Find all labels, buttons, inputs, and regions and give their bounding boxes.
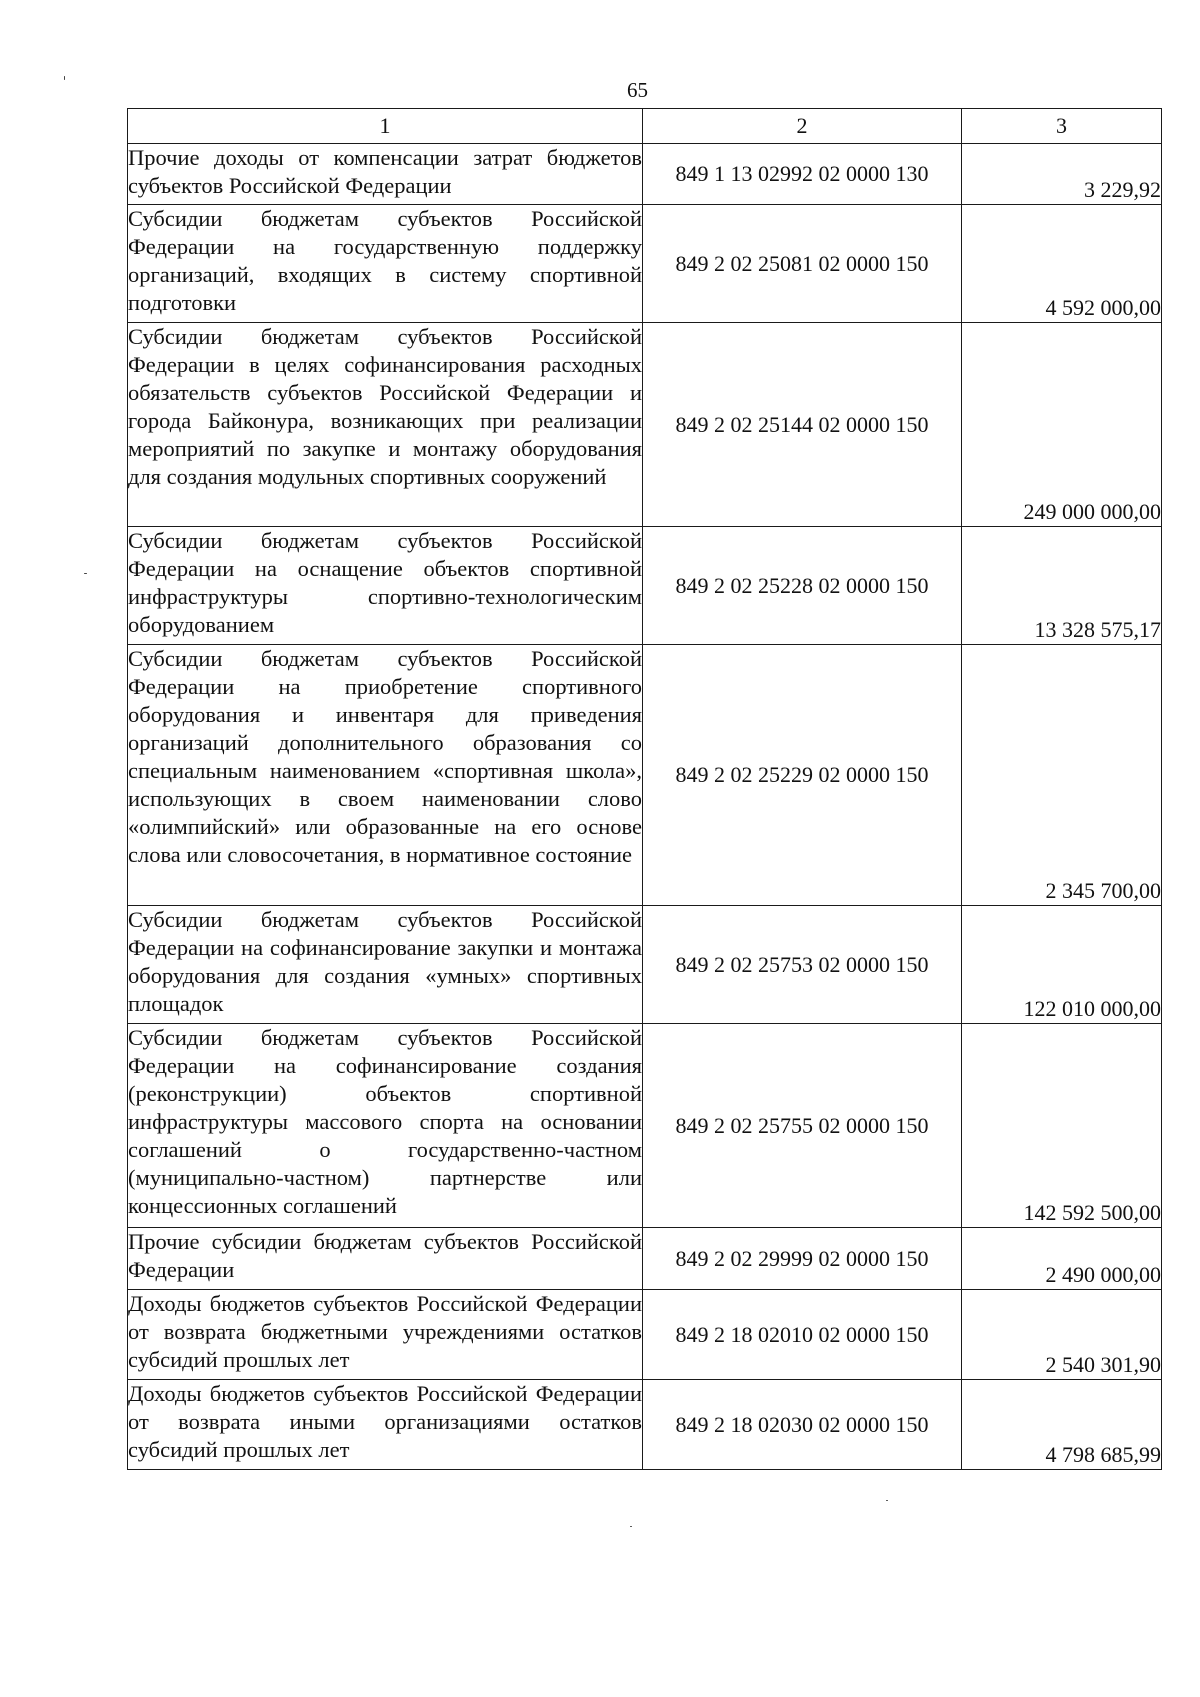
table-row (128, 205, 1162, 323)
table-row (128, 1290, 1162, 1380)
scan-speck (886, 1500, 888, 1501)
table-row (128, 1380, 1162, 1470)
amount: 2 540 301,90 (962, 1290, 1162, 1380)
revenue-name: Доходы бюджетов субъектов Российской Федерации от возврата иными организациями остатков субсидий прошлых лет (128, 1380, 643, 1470)
page-number: 65 (627, 78, 648, 102)
revenue-table (127, 108, 1162, 1470)
table-row (128, 144, 1162, 205)
revenue-name: Субсидии бюджетам субъектов Российской Федерации на государственную поддержку организаций, входящих в систему спортивной подготовки (128, 205, 643, 323)
amount: 249 000 000,00 (962, 323, 1162, 527)
revenue-name: Доходы бюджетов субъектов Российской Федерации от возврата бюджетными учреждениями остатков субсидий прошлых лет (128, 1290, 643, 1380)
budget-code: 849 2 02 25228 02 0000 150 (643, 527, 962, 645)
revenue-name: Прочие доходы от компенсации затрат бюджетов субъектов Российской Федерации (128, 144, 643, 205)
revenue-name: Субсидии бюджетам субъектов Российской Федерации на софинансирование закупки и монтажа оборудования для создания «умных» спортивных площадок (128, 906, 643, 1024)
table-row (128, 1024, 1162, 1228)
table-row (128, 1228, 1162, 1290)
table-row (128, 906, 1162, 1024)
budget-code: 849 2 02 29999 02 0000 150 (643, 1228, 962, 1290)
amount: 4 592 000,00 (962, 205, 1162, 323)
scan-speck (630, 1526, 632, 1527)
amount: 3 229,92 (962, 144, 1162, 205)
column-header-1: 1 (128, 109, 643, 144)
header-row (128, 109, 1162, 144)
budget-code: 849 2 02 25753 02 0000 150 (643, 906, 962, 1024)
table-row (128, 527, 1162, 645)
revenue-name: Прочие субсидии бюджетам субъектов Российской Федерации (128, 1228, 643, 1290)
amount: 142 592 500,00 (962, 1024, 1162, 1228)
revenue-name: Субсидии бюджетам субъектов Российской Федерации на приобретение спортивного оборудования и инвентаря для приведения организаций дополнительного образования со специальным наименованием «спортивная школа», использующих в своем наименовании слово «олимпийский» или образованные на его основе слова или словосочетания, в нормативное состояние (128, 645, 643, 906)
table-row (128, 323, 1162, 527)
budget-code: 849 2 18 02010 02 0000 150 (643, 1290, 962, 1380)
revenue-name: Субсидии бюджетам субъектов Российской Федерации на оснащение объектов спортивной инфраструктуры спортивно-технологическим оборудованием (128, 527, 643, 645)
budget-code: 849 2 02 25144 02 0000 150 (643, 323, 962, 527)
amount: 2 345 700,00 (962, 645, 1162, 906)
budget-code: 849 2 02 25229 02 0000 150 (643, 645, 962, 906)
amount: 2 490 000,00 (962, 1228, 1162, 1290)
amount: 13 328 575,17 (962, 527, 1162, 645)
revenue-name: Субсидии бюджетам субъектов Российской Федерации в целях софинансирования расходных обязательств субъектов Российской Федерации и города Байконура, возникающих при реализации мероприятий по закупке и монтажу оборудования для создания модульных спортивных сооружений (128, 323, 643, 527)
table-row (128, 645, 1162, 906)
scan-speck (84, 573, 87, 574)
budget-code: 849 2 02 25755 02 0000 150 (643, 1024, 962, 1228)
scan-speck (64, 76, 65, 80)
revenue-name: Субсидии бюджетам субъектов Российской Федерации на софинансирование создания (реконструкции) объектов спортивной инфраструктуры массового спорта на основании соглашений о государственно-частном (муниципально-частном) партнерстве или концессионных соглашений (128, 1024, 643, 1228)
amount: 122 010 000,00 (962, 906, 1162, 1024)
column-header-3: 3 (962, 109, 1162, 144)
budget-code: 849 2 02 25081 02 0000 150 (643, 205, 962, 323)
amount: 4 798 685,99 (962, 1380, 1162, 1470)
column-header-2: 2 (643, 109, 962, 144)
budget-code: 849 1 13 02992 02 0000 130 (643, 144, 962, 205)
budget-code: 849 2 18 02030 02 0000 150 (643, 1380, 962, 1470)
